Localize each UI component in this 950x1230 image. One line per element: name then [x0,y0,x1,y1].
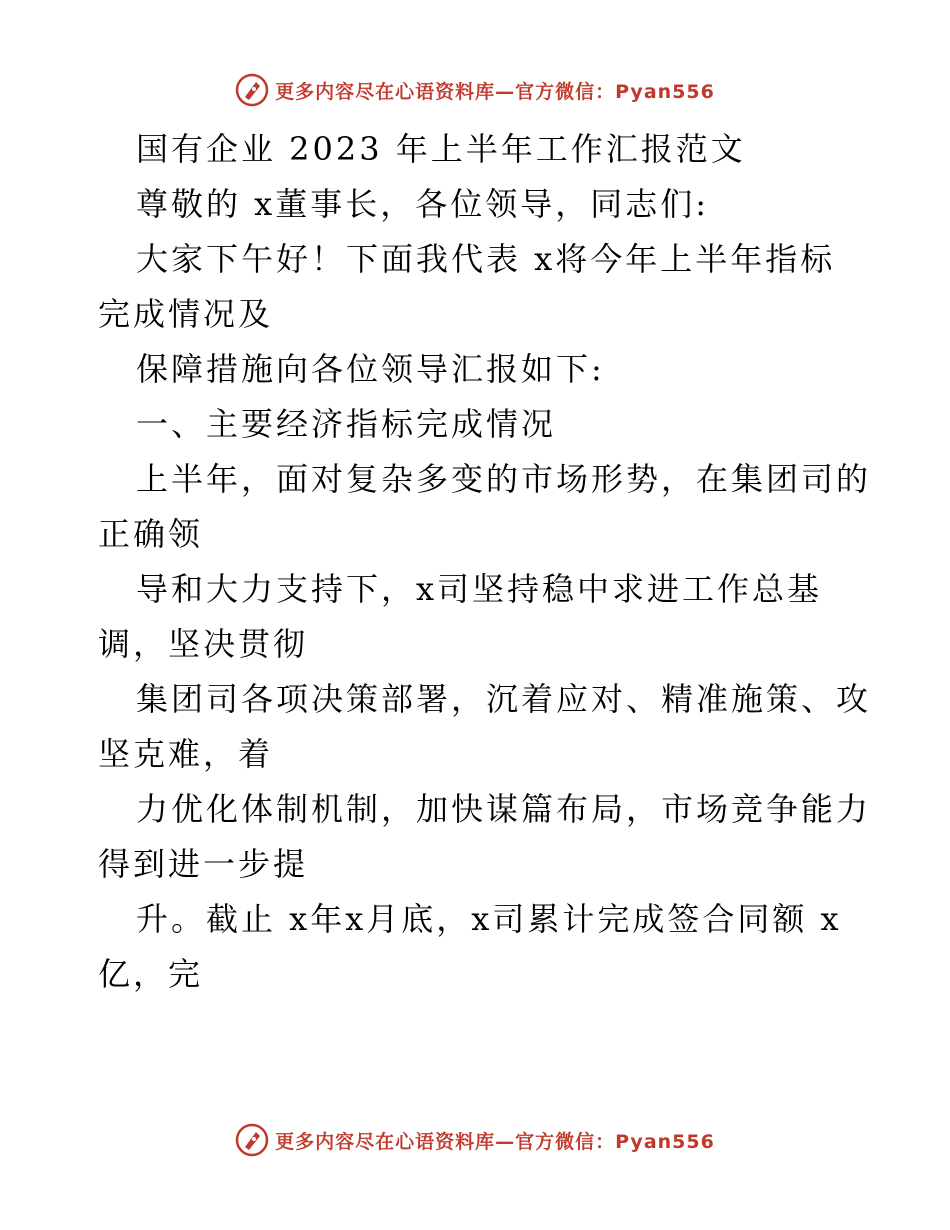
footer-watermark-banner [0,1120,950,1160]
salutation: 尊敬的 x董事长，各位领导，同志们: [136,185,710,223]
paragraph-line: 力优化体制机制，加快谋篇布局，市场竞争能力 [136,790,872,828]
paragraph-line: 保障措施向各位领导汇报如下: [136,350,605,388]
section-heading: 一、主要经济指标完成情况 [136,405,557,443]
paragraph-line: 大家下午好！下面我代表 x将今年上半年指标 [136,240,836,278]
document-body [98,122,872,1002]
paragraph-line: 完成情况及 [98,295,274,333]
header-watermark-banner [0,70,950,110]
paragraph-line: 亿，完 [98,955,204,993]
watermark-text: 更多内容尽在心语资料库—官方微信：Pyan556 [275,1130,715,1153]
paragraph-line: 正确领 [98,515,204,553]
paragraph-line: 升。截止 x年x月底，x司累计完成签合同额 x [136,900,842,938]
paragraph-line: 得到进一步提 [98,845,309,883]
watermark-text: 更多内容尽在心语资料库—官方微信：Pyan556 [275,80,715,103]
paragraph-line: 上半年，面对复杂多变的市场形势，在集团司的 [136,460,872,498]
paragraph-line: 坚克难，着 [98,735,274,773]
paragraph-line: 调，坚决贯彻 [98,625,309,663]
paragraph-line: 集团司各项决策部署，沉着应对、精准施策、攻 [136,680,872,718]
pen-nib-logo-icon [235,1123,269,1157]
pen-nib-logo-icon [235,73,269,107]
document-title: 国有企业 2023 年上半年工作汇报范文 [136,130,746,168]
paragraph-line: 导和大力支持下，x司坚持稳中求进工作总基 [136,570,823,608]
